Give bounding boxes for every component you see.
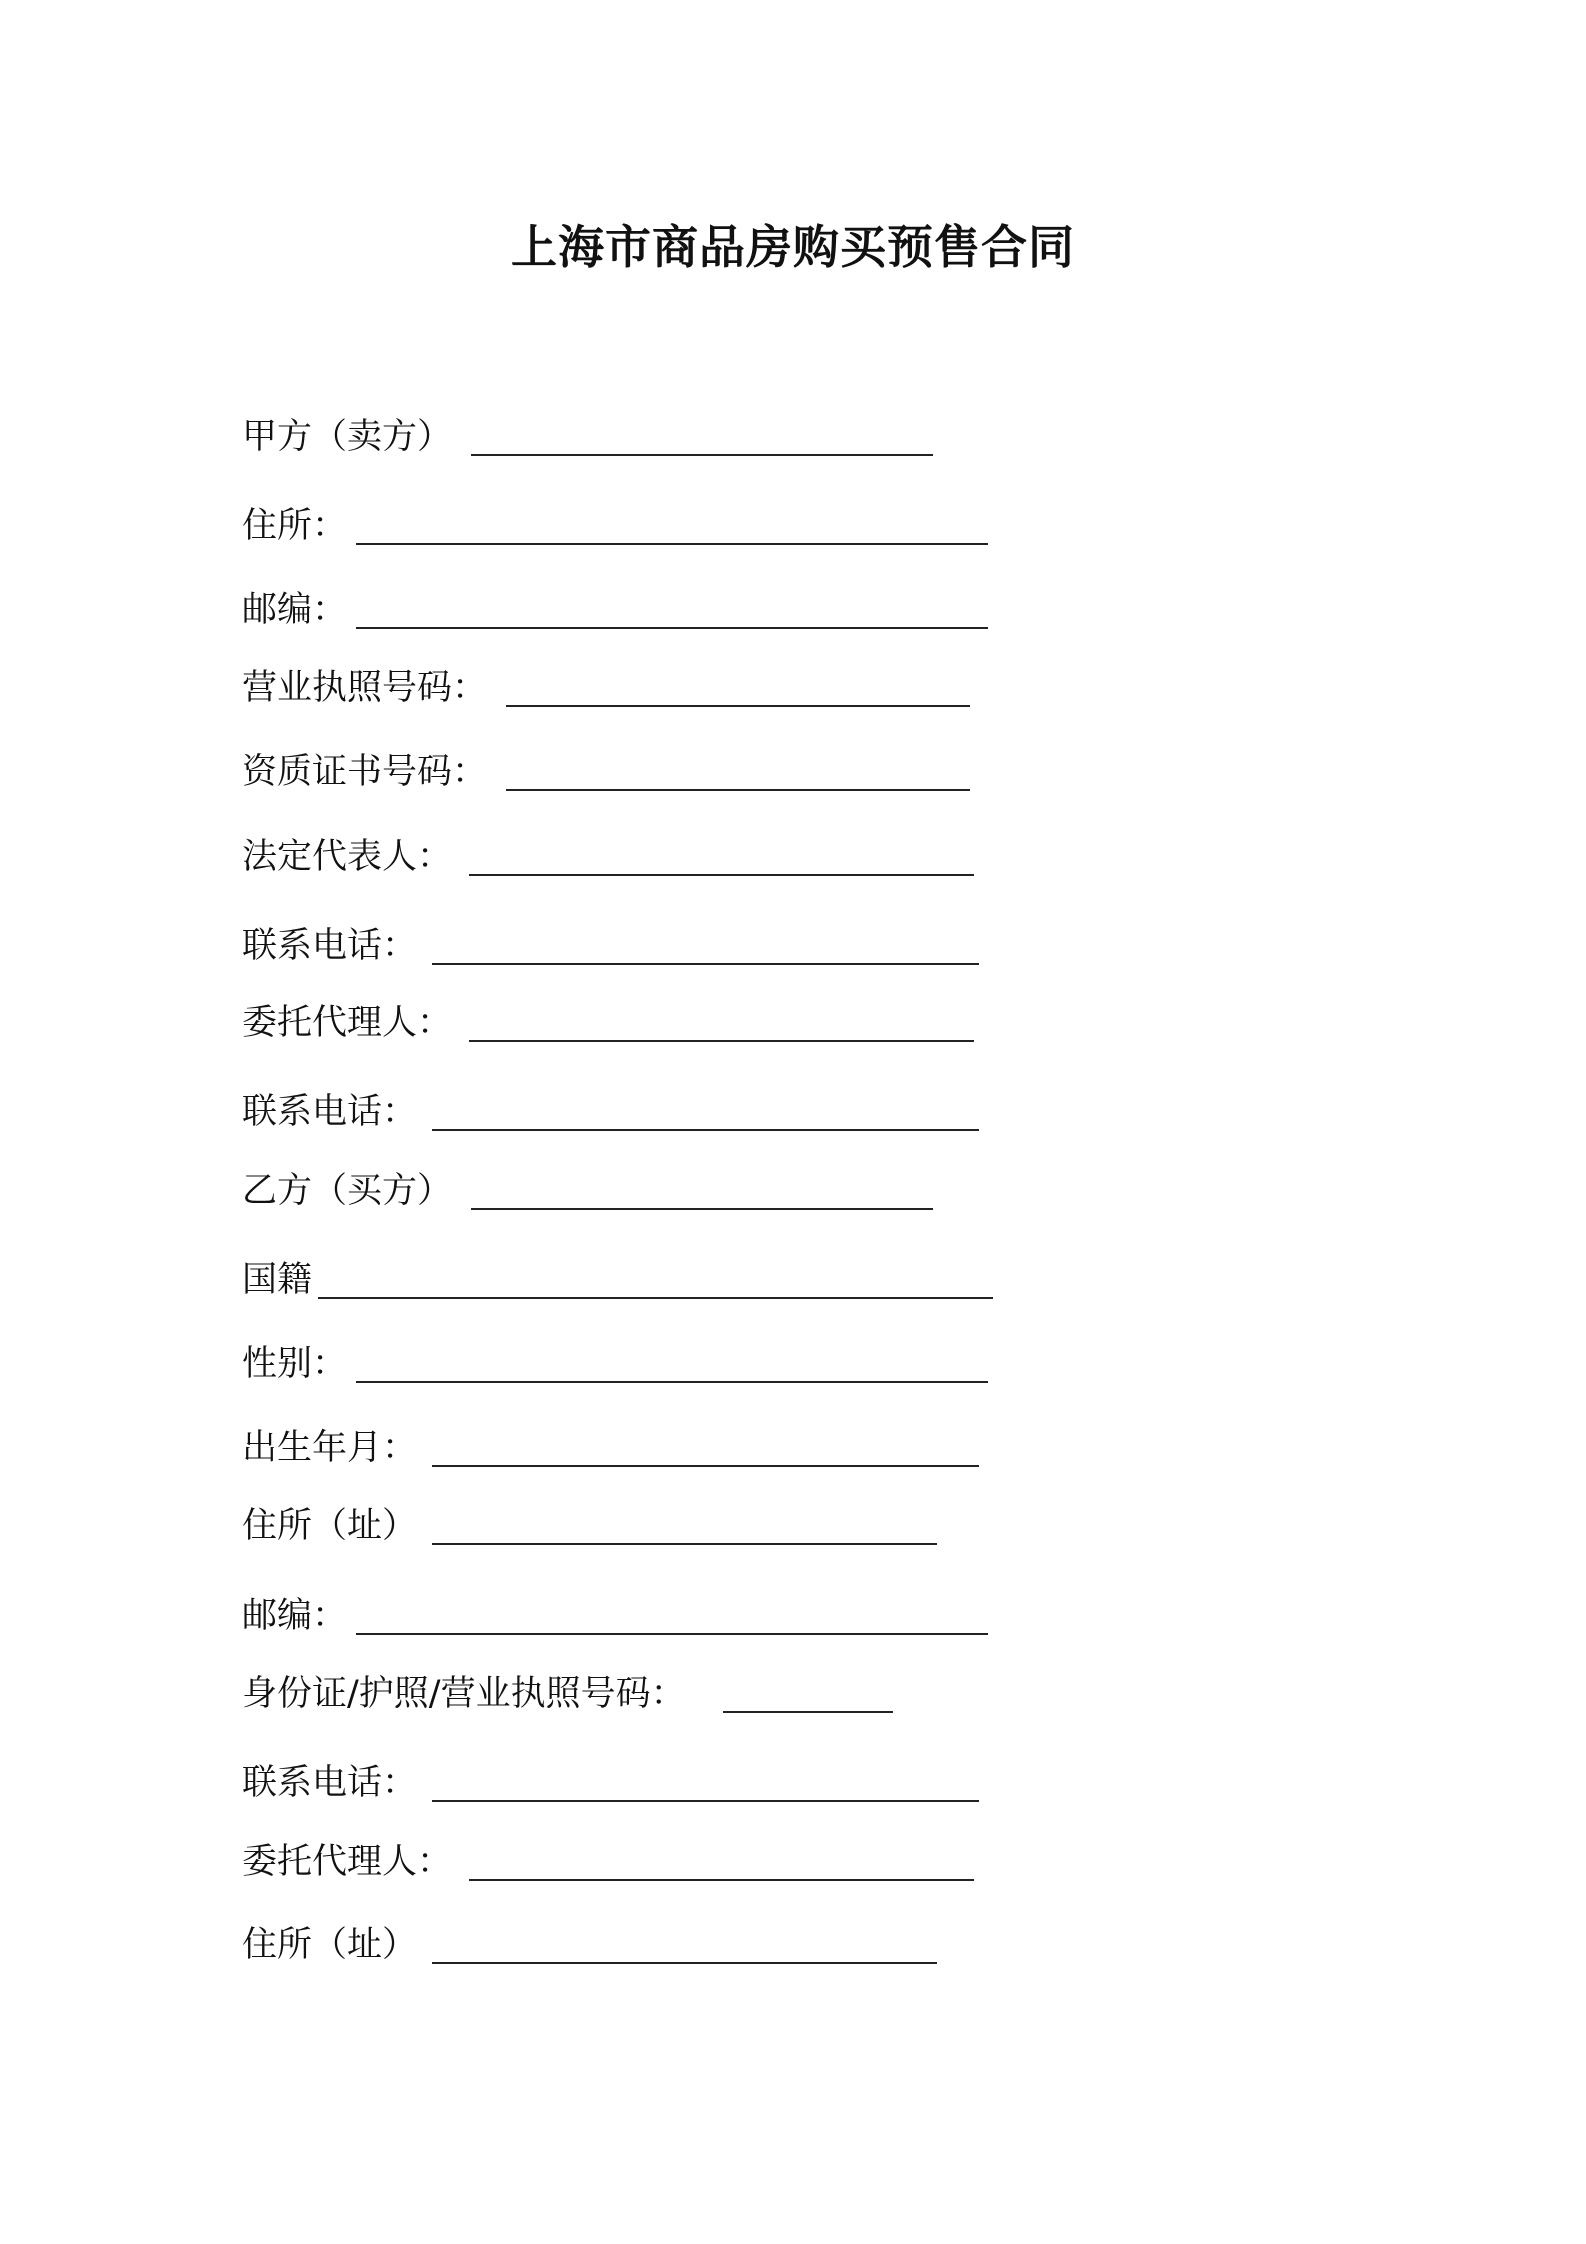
blank-line xyxy=(356,1589,988,1635)
seller-agent-phone-field xyxy=(242,1089,417,1135)
field-label: 身份证/护照/营业执照号码： xyxy=(242,1674,686,1714)
buyer-phone-field xyxy=(242,1760,417,1806)
blank-line xyxy=(432,1918,937,1964)
field-label: 住所（址） xyxy=(242,1925,418,1965)
buyer-address-field xyxy=(242,1503,417,1549)
field-label: 甲方（卖方） xyxy=(242,417,453,457)
blank-line xyxy=(432,919,979,965)
blank-line xyxy=(506,661,970,707)
field-label: 邮编： xyxy=(242,590,348,630)
buyer-agent-field xyxy=(242,1839,452,1885)
field-label: 联系电话： xyxy=(242,926,418,966)
seller-phone-field xyxy=(242,923,417,969)
seller-field xyxy=(242,414,452,460)
buyer-postcode-field xyxy=(242,1593,347,1639)
blank-line xyxy=(432,1756,979,1802)
blank-line xyxy=(432,1421,979,1467)
field-label: 委托代理人： xyxy=(242,1003,453,1043)
field-label: 邮编： xyxy=(242,1596,348,1636)
blank-line xyxy=(356,1337,988,1383)
blank-line xyxy=(356,583,988,629)
id-passport-license-field xyxy=(242,1671,686,1717)
gender-field xyxy=(242,1341,347,1387)
field-label: 委托代理人： xyxy=(242,1842,453,1882)
blank-line xyxy=(432,1085,979,1131)
field-label: 国籍 xyxy=(242,1260,313,1300)
field-label: 住所： xyxy=(242,506,348,546)
field-label: 法定代表人： xyxy=(242,837,453,877)
seller-address-field xyxy=(242,503,347,549)
blank-line xyxy=(432,1499,937,1545)
blank-line xyxy=(469,830,974,876)
blank-line xyxy=(469,996,974,1042)
seller-agent-field xyxy=(242,1000,452,1046)
seller-postcode-field xyxy=(242,587,347,633)
birth-date-field xyxy=(242,1425,417,1471)
blank-line xyxy=(723,1667,893,1713)
field-label: 资质证书号码： xyxy=(242,752,488,792)
blank-line xyxy=(506,745,970,791)
blank-line xyxy=(318,1253,993,1299)
nationality-field xyxy=(242,1257,312,1303)
field-label: 联系电话： xyxy=(242,1763,418,1803)
buyer-field xyxy=(242,1168,452,1214)
field-label: 乙方（买方） xyxy=(242,1171,453,1211)
blank-line xyxy=(356,499,988,545)
blank-line xyxy=(471,410,933,456)
field-label: 性别： xyxy=(242,1344,348,1384)
buyer-agent-address-field xyxy=(242,1922,417,1968)
document-title: 上海市商品房购买预售合同 xyxy=(511,220,1075,274)
field-label: 联系电话： xyxy=(242,1092,418,1132)
legal-representative-field xyxy=(242,834,452,880)
blank-line xyxy=(471,1164,933,1210)
qualification-cert-field xyxy=(242,749,487,795)
blank-line xyxy=(469,1835,974,1881)
field-label: 营业执照号码： xyxy=(242,668,488,708)
field-label: 住所（址） xyxy=(242,1506,418,1546)
field-label: 出生年月： xyxy=(242,1428,418,1468)
business-license-field xyxy=(242,665,487,711)
